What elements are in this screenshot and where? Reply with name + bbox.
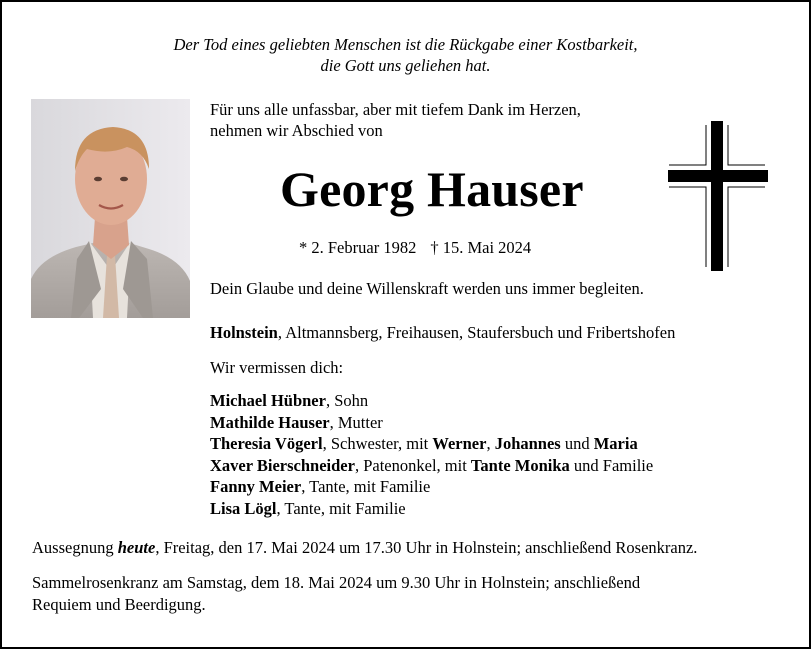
mourner-family-name: Maria	[593, 434, 638, 454]
intro-text	[210, 99, 581, 141]
mourner-name: Mathilde Hauser	[210, 412, 330, 432]
mourner-text: und	[560, 434, 594, 454]
service-text-post: , Freitag, den 17. Mai 2024 um 17.30 Uhr in Holnstein; anschließend Rosenkranz.	[155, 538, 698, 557]
mourner-relation: , Schwester, mit	[322, 434, 433, 454]
rosary-notice	[32, 572, 772, 616]
quote-line-1: Der Tod eines geliebten Menschen ist die Rückgabe einer Kostbarkeit,	[173, 35, 638, 54]
mourner-relation: , Sohn	[325, 391, 369, 410]
mourner-relation: , Tante, mit Familie	[276, 498, 406, 518]
death-date: † 15. Mai 2024	[430, 238, 532, 257]
mourner-name: Theresia Vögerl	[210, 434, 323, 454]
portrait-image	[31, 99, 190, 318]
memorial-quote	[2, 34, 809, 76]
mourner-text: und Familie	[569, 455, 654, 475]
service-notice	[32, 538, 697, 558]
birth-date: * 2. Februar 1982	[299, 238, 417, 257]
deceased-name: Georg Hauser	[280, 161, 584, 217]
places-main: Holnstein	[210, 323, 278, 342]
mourner-item	[210, 476, 653, 498]
portrait-photo	[31, 99, 190, 318]
cross-icon	[666, 121, 770, 271]
intro-line-2: nehmen wir Abschied von	[210, 121, 383, 140]
quote-line-2: die Gott uns geliehen hat.	[320, 56, 491, 75]
mourner-name: Xaver Bierschneider	[210, 455, 355, 475]
intro-line-1: Für uns alle unfassbar, aber mit tiefem Dank im Herzen,	[210, 100, 581, 119]
rosary-line-1: Sammelrosenkranz am Samstag, dem 18. Mai 2024 um 9.30 Uhr in Holnstein; anschließend	[32, 573, 641, 592]
places-rest: , Altmannsberg, Freihausen, Staufersbuch und Fribertshofen	[277, 323, 676, 342]
mourner-family-name: Johannes	[494, 434, 561, 454]
places-line	[210, 323, 675, 343]
mourner-name: Lisa Lögl	[210, 498, 277, 518]
miss-line: Wir vermissen dich:	[210, 358, 344, 377]
cross-graphic	[666, 121, 770, 271]
mourner-family-name: Werner	[432, 434, 487, 454]
mourner-item	[210, 390, 653, 412]
mourner-family-name: Tante Monika	[470, 455, 570, 475]
mourner-name: Fanny Meier	[210, 477, 302, 497]
service-emphasis: heute	[117, 538, 156, 557]
mourner-relation: , Patenonkel, mit	[354, 455, 471, 475]
rosary-line-2: Requiem und Beerdigung.	[32, 595, 206, 614]
life-dates	[299, 238, 531, 258]
service-text-pre: Aussegnung	[32, 538, 118, 557]
mourner-item	[210, 455, 653, 477]
mourner-relation: , Tante, mit Familie	[301, 477, 431, 497]
mourner-item	[210, 412, 653, 434]
mourner-item	[210, 433, 653, 455]
mourner-name: Michael Hübner	[210, 391, 326, 410]
mourner-item	[210, 498, 653, 520]
faith-line: Dein Glaube und deine Willenskraft werden uns immer begleiten.	[210, 279, 644, 298]
mourner-relation: , Mutter	[329, 412, 383, 432]
mourner-text: ,	[486, 434, 495, 454]
mourners-list	[210, 390, 653, 520]
